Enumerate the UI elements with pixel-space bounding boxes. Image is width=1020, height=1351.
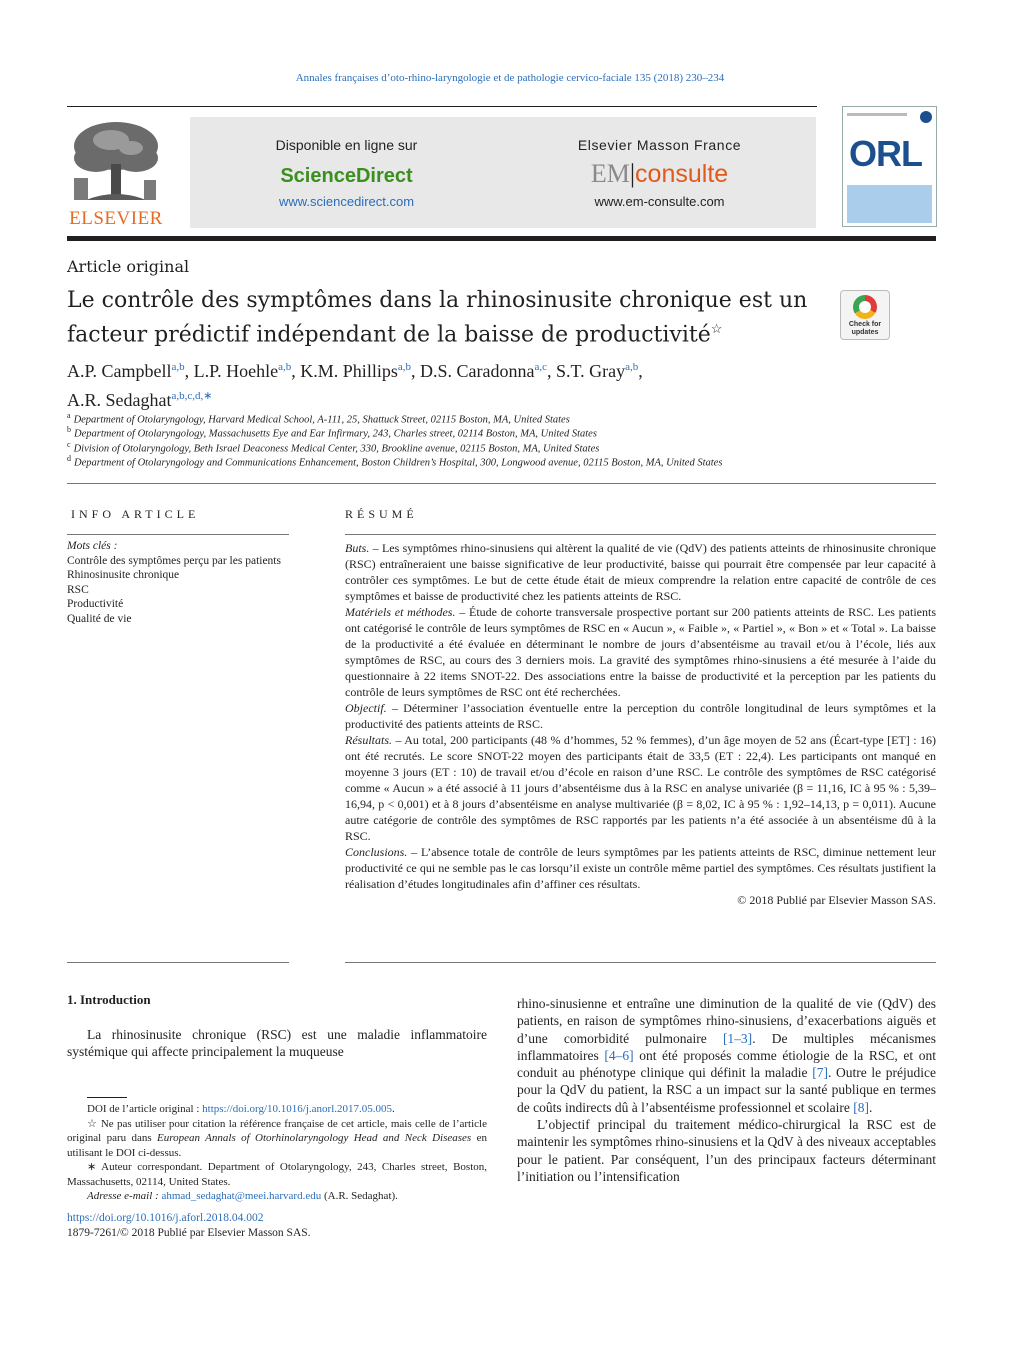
footnotes: [67, 1102, 487, 1204]
elsevier-masson-label: Elsevier Masson France: [577, 137, 742, 153]
article-doi-link[interactable]: https://doi.org/10.1016/j.aforl.2018.04.002: [67, 1212, 264, 1224]
em-consulte-url[interactable]: www.em-consulte.com: [594, 194, 725, 209]
footnote-email: Adresse e-mail : ahmad_sedaghat@meei.harvard.edu (A.R. Sedaghat).: [87, 1190, 398, 1202]
keyword: RSC: [67, 583, 89, 596]
sciencedirect-block: [190, 117, 503, 228]
consulte-text: consulte: [635, 160, 729, 188]
abstract-conclusions: Conclusions. – L’absence totale de contrôle de leurs symptômes par les patients atteints de RSC, diminue nettement leur productivité ce qui ne semble pas le cas lorsqu’il existe un contrôle même partiel des symptômes. Ces résultats justifient la réalisation d’études longitudinales afin d’affiner ces résultats.: [345, 845, 936, 891]
author[interactable]: A.P. Campbell$^{a,b}$: [67, 361, 185, 381]
abstract-copyright: © 2018 Publié par Elsevier Masson SAS.: [737, 893, 936, 907]
cover-image: [847, 185, 932, 223]
available-online-label: Disponible en ligne sur: [275, 137, 418, 153]
intro-paragraph: La rhinosinusite chronique (RSC) est une maladie inflammatoire systémique qui affecte principalement la muqueuse: [67, 1027, 487, 1060]
keywords-bottom-rule: [67, 962, 289, 963]
abstract-objective: Objectif. – Déterminer l’association éventuelle entre la perception du contrôle longitudinal de leurs symptômes et la productivité des patients atteints de RSC.: [345, 701, 936, 731]
elsevier-wordmark: ELSEVIER: [69, 208, 163, 229]
keyword: Qualité de vie: [67, 612, 132, 625]
keywords-block: [67, 539, 289, 626]
keyword: Productivité: [67, 598, 124, 610]
affiliation: $^d$ Department of Otolaryngology and Communications Enhancement, Boston Children’s Hospital, 300, Longwood avenue, 02115 Boston, MA, United States: [67, 454, 723, 469]
em-text: EM: [590, 159, 630, 188]
sciencedirect-logo[interactable]: ScienceDirect: [280, 165, 413, 187]
check-updates-icon: [853, 295, 877, 319]
info-article-heading: INFO ARTICLE: [71, 507, 200, 521]
affiliation: $^a$ Department of Otolaryngology, Harvard Medical School, A-111, 25, Shattuck Street, 02115 Boston, MA, United States: [67, 411, 570, 426]
intro-paragraph: rhino-sinusienne et entraîne une diminution de la qualité de vie (QdV) des patients, en raison de symptômes rhino-sinusiens, d’exacerbations aiguës et d’une comorbidité pulmonaire [1–3]. De multiples mécanismes inflammatoires [4–6] ont été proposés comme étiologie de la RSC, et ont conduit au phénotype clinique qui définit la maladie [7]. Outre le préjudice pour la QdV du patient, la RSC a un impact sur la santé publique en termes de coûts indirects dû à l’absentéisme professionnel et scolaire [8].: [517, 996, 937, 1115]
check-updates-label: Check for updates: [848, 321, 882, 336]
abstract-aims: Buts. – Les symptômes rhino-sinusiens qui altèrent la qualité de vie (QdV) des patients atteints de rhinosinusite chronique (RSC) entraîneraient une baisse significative de leur productivité, baisse qui pourrait être compensée par leur capacité à contrôler ces symptômes. Le but de cette étude était de mieux comprendre la relation entre capacité de contrôle de ces symptômes et baisse de productivité chez les patients atteints de RSC.: [345, 541, 936, 603]
abstract-results: Résultats. – Au total, 200 participants (48 % d’hommes, 52 % femmes), d’un âge moyen de 52 ans (Écart-type [ET] : 16) ont été recrutés. Le score SNOT-22 moyen des participants était de 33,5 (ET : 22,4). Les participants ont manqué en moyenne 3 jours (ET : 10) de travail et/ou d’école en raison d’une RSC. Le contrôle des symptômes de RSC catégorisé comme « Aucun » a été associé à 11 jours d’absentéisme dus à la RSC en analyse univariée (β = 11,16, IC à 95 % : 5,39–16,94, p < 0,001) et à 8 jours d’absentéisme en analyse multivariée (β = 8,02, IC à 95 % : 1,92–14,13, p = 0,011). Aucune autre catégorie de contrôle des symptômes de RSC rapportés par les patients n’a été associée à un absentéisme dû à la RSC.: [345, 733, 936, 843]
original-doi-link[interactable]: https://doi.org/10.1016/j.anorl.2017.05.005: [202, 1103, 393, 1115]
affiliation: $^c$ Division of Otolaryngology, Beth Israel Deaconess Medical Center, 330, Brookline avenue, 02115 Boston, MA, United States: [67, 440, 600, 455]
reference-link[interactable]: [4–6]: [604, 1047, 634, 1063]
footnote-doi: DOI de l’article original : https://doi.org/10.1016/j.anorl.2017.05.005.: [87, 1103, 395, 1115]
info-rule: [67, 534, 289, 535]
section-heading-introduction: 1. Introduction: [67, 992, 151, 1007]
footnote-corresponding: ∗ Auteur correspondant. Department of Otolaryngology, 243, Charles street, Boston, Massachusetts, 02114, United States.: [67, 1161, 487, 1188]
author[interactable]: S.T. Gray$^{a,b}$: [555, 361, 639, 381]
abstract-bottom-rule: [345, 962, 936, 963]
intro-right-column: [517, 995, 936, 1185]
logo-divider: |: [629, 159, 636, 188]
reference-link[interactable]: [1–3]: [722, 1030, 753, 1046]
journal-cover-thumbnail[interactable]: [842, 106, 937, 227]
resume-rule: [345, 534, 936, 535]
footnote-star: ☆ Ne pas utiliser pour citation la référence française de cet article, mais celle de l’article original paru dans European Annals of Otorhinolaryngology Head and Neck Diseases en utilisant le DOI ci-dessus.: [67, 1117, 487, 1159]
header-thick-rule: [67, 236, 936, 241]
check-for-updates-badge[interactable]: [840, 290, 890, 340]
sciencedirect-url[interactable]: www.sciencedirect.com: [278, 194, 415, 209]
affiliations-rule: [67, 483, 936, 484]
intro-paragraph: L’objectif principal du traitement médico-chirurgical la RSC est de maintenir les symptômes rhino-sinusiens et la QdV à des niveaux acceptables pour le patient. Par conséquent, l’un des principaux facteurs déterminant l’initiation ou l’intensification: [517, 1117, 936, 1184]
em-consulte-logo[interactable]: [503, 159, 816, 189]
article-title: [67, 286, 817, 349]
issn-copyright: 1879-7261/© 2018 Publié par Elsevier Masson SAS.: [67, 1227, 311, 1239]
title-line-2: facteur prédictif indépendant de la baisse de productivité: [67, 322, 711, 348]
article-type: Article original: [67, 257, 190, 276]
em-consulte-block: [503, 117, 816, 228]
author-list: A.P. Campbell$^{a,b}$, L.P. Hoehle$^{a,b}$, K.M. Phillips$^{a,b}$, D.S. Caradonna$^{a,c}$, S.T. Gray$^{a,b}$, A.R. Sedaghat$^{a,b,c,d,∗}$: [67, 361, 643, 410]
author[interactable]: A.R. Sedaghat$^{a,b,c,d,∗}$: [67, 390, 213, 410]
journal-citation[interactable]: Annales françaises d’oto-rhino-laryngologie et de pathologie cervico-faciale 135 (2018) 230–234: [295, 72, 725, 84]
cover-title: ORL: [849, 133, 922, 174]
keyword: Rhinosinusite chronique: [67, 569, 180, 581]
cover-small-text: [847, 113, 907, 116]
title-footnote-mark[interactable]: ☆: [710, 322, 723, 337]
resume-heading: RÉSUMÉ: [345, 507, 418, 521]
affiliation: $^b$ Department of Otolaryngology, Massachusetts Eye and Ear Infirmary, 243, Charles street, 02114 Boston, MA, United States: [67, 425, 597, 440]
author[interactable]: K.M. Phillips$^{a,b}$: [300, 361, 411, 381]
reference-link[interactable]: [7]: [812, 1065, 828, 1081]
availability-banner: [190, 117, 816, 228]
author[interactable]: L.P. Hoehle$^{a,b}$: [193, 361, 292, 381]
author[interactable]: D.S. Caradonna$^{a,c}$: [419, 361, 547, 381]
reference-link[interactable]: [8]: [853, 1099, 870, 1115]
cover-badge-icon: [920, 111, 932, 123]
author-email-link[interactable]: ahmad_sedaghat@meei.harvard.edu: [161, 1190, 322, 1202]
keywords-label: Mots clés :: [67, 540, 118, 552]
header-rule: [67, 106, 817, 107]
intro-left-column: [67, 1026, 487, 1061]
footnote-rule: [87, 1097, 127, 1098]
abstract-methods: Matériels et méthodes. – Étude de cohorte transversale prospective portant sur 200 patients atteints de RSC. Les patients ont catégorisé le contrôle de leurs symptômes de RSC en « Aucun », « Faible », « Partiel », « Bon » et « Total ». La baisse de la productivité a été évaluée en déterminant le nombre de jours d’absentéisme au travail et/ou à l’école, liés aux symptômes de RSC, au cours des 3 derniers mois. La gravité des symptômes rhino-sinusiens a été mesurée à l’aide du questionnaire à 22 items SNOT-22. Des associations entre la baisse de productivité et la perception par les patients du contrôle de leurs symptômes de RSC ont été recherchées.: [345, 605, 936, 699]
title-line-1: Le contrôle des symptômes dans la rhinosinusite chronique est un: [67, 288, 808, 313]
keyword: Contrôle des symptômes perçu par les patients: [67, 554, 281, 567]
abstract-body: [345, 540, 936, 908]
